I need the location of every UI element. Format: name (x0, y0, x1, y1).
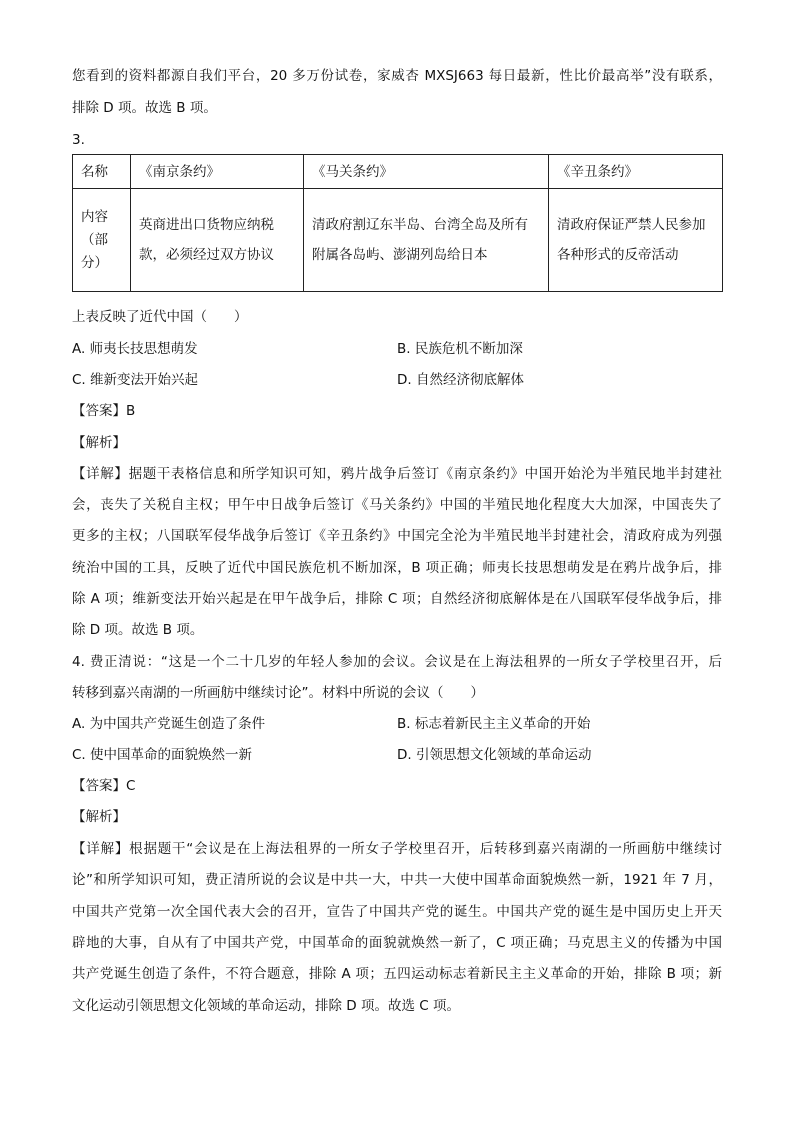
cell-line: 款，必须经过双方协议 (139, 247, 274, 263)
table-header-cell: 名称 (73, 155, 131, 189)
row-label-line: 分） (81, 254, 108, 271)
question-3-stem: 上表反映了近代中国（ ） (72, 309, 248, 325)
q4-detail-line: 共产党诞生创造了条件，不符合题意，排除 A 项；五四运动标志着新民主主义革命的开始，排除 B 项；新 (72, 966, 722, 982)
q4-analysis-tag: 【解析】 (72, 809, 126, 825)
q3-detail-line: 【详解】据题干表格信息和所学知识可知，鸦片战争后签订《南京条约》中国开始沦为半殖民地半封建社 (72, 466, 722, 482)
answer-tag: 【答案】 (72, 778, 126, 794)
q4-answer (72, 776, 135, 796)
cell-line: 各种形式的反帝活动 (557, 247, 679, 263)
table-header-cell: 《马关条约》 (304, 155, 549, 189)
table-header-cell: 《辛丑条约》 (549, 155, 723, 189)
q3-detail-line: 会，丧失了关税自主权；甲午中日战争后签订《马关条约》中国的半殖民地化程度大大加深，中国丧失了 (72, 497, 722, 513)
answer-tag: 【答案】 (72, 403, 126, 419)
q3-detail-line: 更多的主权；八国联军侵华战争后签订《辛丑条约》中国完全沦为半殖民地半封建社会，清政府成为列强 (72, 528, 722, 544)
answer-value: C (126, 778, 136, 794)
table-cell-maguan (304, 189, 549, 292)
cell-line: 清政府保证严禁人民参加 (557, 217, 706, 233)
q3-option-a[interactable]: A. 师夷长技思想萌发 (72, 341, 198, 357)
cell-line: 清政府割辽东半岛、台湾全岛及所有 (312, 217, 528, 233)
q3-option-b[interactable]: B. 民族危机不断加深 (397, 341, 523, 357)
q3-detail-line: 统治中国的工具，反映了近代中国民族危机不断加深，B 项正确；师夷长技思想萌发是在鸦片战争后，排 (72, 560, 722, 576)
question-4-stem-line: 转移到嘉兴南湖的一所画舫中继续讨论”。材料中所说的会议（ ） (72, 685, 484, 701)
q3-option-c[interactable]: C. 维新变法开始兴起 (72, 372, 199, 388)
q3-detail-line: 除 A 项；维新变法开始兴起是在甲午战争后，排除 C 项；自然经济彻底解体是在八国联军侵华战争后，排 (72, 591, 722, 607)
row-label-cell (73, 189, 131, 292)
q4-option-c[interactable]: C. 使中国革命的面貌焕然一新 (72, 747, 253, 763)
cell-line: 附属各岛屿、澎湖列岛给日本 (312, 247, 488, 263)
q4-detail-line: 论”和所学知识可知，费正清所说的会议是中共一大，中共一大使中国革命面貌焕然一新，1921 年 7 月， (72, 872, 722, 888)
q4-option-a[interactable]: A. 为中国共产党诞生创造了条件 (72, 716, 266, 732)
q3-analysis-tag: 【解析】 (72, 435, 126, 451)
q4-detail-line: 辟地的大事，自从有了中国共产党，中国革命的面貌就焕然一新了，C 项正确；马克思主义的传播为中国 (72, 935, 722, 951)
table-row (73, 189, 723, 292)
cell-line: 英商进出口货物应纳税 (139, 217, 274, 233)
q3-answer (72, 401, 135, 421)
q3-detail-line: 除 D 项。故选 B 项。 (72, 622, 204, 638)
question-3-number: 3. (72, 132, 85, 148)
table-header-cell: 《南京条约》 (131, 155, 304, 189)
treaty-table (72, 154, 723, 292)
row-label-line: （部 (81, 231, 108, 248)
table-cell-nanjing (131, 189, 304, 292)
intro-line-1: 您看到的资料都源自我们平台，20 多万份试卷，家威杏 MXSJ663 每日最新，性比价最高举”没有联系， (72, 68, 722, 84)
q4-detail-line: 文化运动引领思想文化领域的革命运动，排除 D 项。故选 C 项。 (72, 998, 460, 1014)
q4-option-b[interactable]: B. 标志着新民主主义革命的开始 (397, 716, 591, 732)
q4-option-d[interactable]: D. 引领思想文化领域的革命运动 (397, 747, 592, 763)
question-4-stem-line: 4. 费正清说：“这是一个二十几岁的年轻人参加的会议。会议是在上海法租界的一所女子学校里召开，后 (72, 654, 722, 670)
row-label-line: 内容 (81, 208, 108, 225)
q4-detail-line: 中国共产党第一次全国代表大会的召开，宣告了中国共产党的诞生。中国共产党的诞生是中国历史上开天 (72, 904, 722, 920)
q4-detail-line: 【详解】根据题干“会议是在上海法租界的一所女子学校里召开，后转移到嘉兴南湖的一所画舫中继续讨 (72, 841, 722, 857)
answer-value: B (126, 403, 136, 419)
intro-line-2: 排除 D 项。故选 B 项。 (72, 100, 217, 116)
table-header-row (73, 155, 723, 189)
table-cell-xinchou (549, 189, 723, 292)
q3-option-d[interactable]: D. 自然经济彻底解体 (397, 372, 524, 388)
